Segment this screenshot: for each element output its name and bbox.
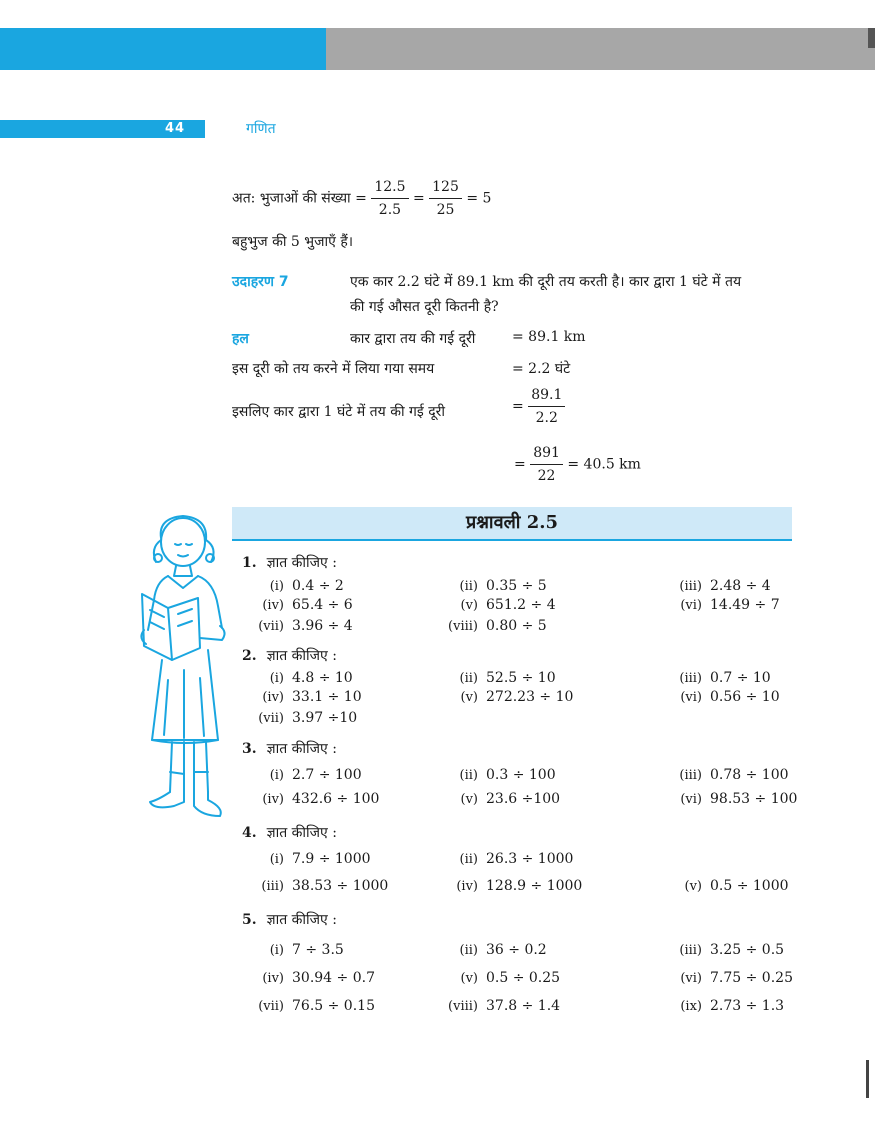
- question-title: ज्ञात कीजिए :: [266, 555, 337, 571]
- item-numeral: (i): [269, 671, 284, 686]
- solution-step-3-text: इसलिए कार द्वारा 1 घंटे में तय की गई दूरी: [232, 404, 446, 420]
- item-expression: 0.5 ÷ 1000: [710, 878, 789, 894]
- solution-step-2-text: इस दूरी को तय करने में लिया गया समय: [232, 361, 435, 377]
- item-expression: 65.4 ÷ 6: [292, 597, 353, 613]
- item-numeral: (iv): [262, 792, 284, 807]
- item-expression: 128.9 ÷ 1000: [486, 878, 583, 894]
- question-number: 3.: [242, 741, 257, 757]
- question-item: [250, 710, 357, 726]
- item-expression: 0.78 ÷ 100: [710, 767, 789, 783]
- question-item: [668, 878, 789, 894]
- question-item: [668, 970, 793, 986]
- question-3-heading: [242, 738, 337, 758]
- item-numeral: (i): [269, 943, 284, 958]
- question-item: [668, 998, 784, 1014]
- item-numeral: (v): [460, 690, 478, 705]
- final-result: = 40.5 km: [567, 456, 641, 473]
- question-item: [250, 791, 379, 807]
- question-item: [444, 767, 556, 783]
- item-expression: 14.49 ÷ 7: [710, 597, 780, 613]
- item-numeral: (vi): [680, 598, 702, 613]
- question-number: 1.: [242, 555, 257, 571]
- example-line-1: एक कार 2.2 घंटे में 89.1 km की दूरी तय करती है। कार द्वारा 1 घंटे में तय: [350, 274, 742, 290]
- solution-step-2-value: = 2.2 घंटे: [512, 361, 571, 377]
- item-expression: 2.7 ÷ 100: [292, 767, 362, 783]
- item-expression: 33.1 ÷ 10: [292, 689, 362, 705]
- page-edge-right: [866, 1060, 869, 1098]
- fraction-2: $\frac{125}{25}$: [429, 178, 462, 219]
- item-numeral: (ii): [459, 671, 478, 686]
- question-item: [444, 851, 573, 867]
- question-item: [668, 791, 797, 807]
- question-item: [668, 942, 784, 958]
- exercise-header: प्रश्नावली 2.5: [232, 507, 792, 541]
- question-item: [444, 618, 547, 634]
- item-numeral: (iv): [456, 879, 478, 894]
- solution-label: हल: [232, 331, 249, 347]
- sides-equation: अत: भुजाओं की संख्या = $\frac{12.5}{2.5}$ = $\frac{125}{25}$ = 5: [232, 179, 492, 218]
- item-expression: 52.5 ÷ 10: [486, 670, 556, 686]
- solution-step-4-value: = $\frac{891}{22}$ = 40.5 km: [514, 445, 641, 484]
- solution-step-3-value: = $\frac{89.1}{2.2}$: [512, 386, 565, 427]
- question-item: [444, 670, 556, 686]
- item-numeral: (ii): [459, 579, 478, 594]
- item-numeral: (iii): [261, 879, 284, 894]
- solution-step-1-value: = 89.1 km: [512, 329, 586, 345]
- item-expression: 0.5 ÷ 0.25: [486, 970, 561, 986]
- sides-label: अत: भुजाओं की संख्या =: [232, 190, 367, 207]
- question-item: [444, 689, 573, 705]
- question-item: [444, 878, 582, 894]
- item-numeral: (vi): [680, 792, 702, 807]
- item-expression: 3.25 ÷ 0.5: [710, 942, 785, 958]
- item-numeral: (v): [460, 598, 478, 613]
- fraction-1: $\frac{12.5}{2.5}$: [371, 178, 408, 219]
- question-item: [250, 670, 353, 686]
- item-numeral: (iii): [679, 579, 702, 594]
- item-numeral: (v): [460, 971, 478, 986]
- question-title: ज्ञात कीजिए :: [266, 648, 337, 664]
- question-item: [444, 791, 560, 807]
- question-2-heading: [242, 645, 337, 665]
- question-item: [444, 970, 560, 986]
- item-expression: 98.53 ÷ 100: [710, 791, 798, 807]
- question-item: [250, 767, 362, 783]
- item-numeral: (ii): [459, 768, 478, 783]
- item-expression: 7 ÷ 3.5: [292, 942, 344, 958]
- question-item: [250, 689, 362, 705]
- item-expression: 7.9 ÷ 1000: [292, 851, 371, 867]
- question-item: [668, 670, 771, 686]
- item-expression: 2.73 ÷ 1.3: [710, 998, 785, 1014]
- item-numeral: (i): [269, 852, 284, 867]
- page-edge-mark: [868, 28, 875, 48]
- item-expression: 26.3 ÷ 1000: [486, 851, 574, 867]
- question-title: ज्ञात कीजिए :: [266, 825, 337, 841]
- item-numeral: (i): [269, 768, 284, 783]
- item-numeral: (v): [460, 792, 478, 807]
- question-item: [250, 970, 375, 986]
- item-numeral: (vii): [258, 711, 284, 726]
- item-numeral: (iv): [262, 971, 284, 986]
- conclusion-text: बहुभुज की 5 भुजाएँ हैं।: [232, 234, 354, 250]
- item-numeral: (viii): [448, 999, 478, 1014]
- item-numeral: (iii): [679, 671, 702, 686]
- item-expression: 0.7 ÷ 10: [710, 670, 771, 686]
- item-expression: 432.6 ÷ 100: [292, 791, 380, 807]
- item-expression: 76.5 ÷ 0.15: [292, 998, 375, 1014]
- question-item: [250, 878, 388, 894]
- question-title: ज्ञात कीजिए :: [266, 912, 337, 928]
- question-item: [250, 618, 353, 634]
- question-item: [250, 597, 353, 613]
- item-numeral: (viii): [448, 619, 478, 634]
- question-number: 5.: [242, 912, 257, 928]
- item-numeral: (i): [269, 579, 284, 594]
- item-expression: 4.8 ÷ 10: [292, 670, 353, 686]
- item-numeral: (ix): [680, 999, 702, 1014]
- item-expression: 2.48 ÷ 4: [710, 578, 771, 594]
- item-numeral: (vii): [258, 999, 284, 1014]
- question-item: [444, 597, 556, 613]
- question-item: [668, 689, 780, 705]
- item-numeral: (vii): [258, 619, 284, 634]
- item-expression: 37.8 ÷ 1.4: [486, 998, 561, 1014]
- top-gray-bar: [326, 28, 875, 70]
- item-numeral: (ii): [459, 852, 478, 867]
- item-expression: 0.3 ÷ 100: [486, 767, 556, 783]
- example-line-2: की गई औसत दूरी कितनी है?: [350, 299, 499, 315]
- item-expression: 651.2 ÷ 4: [486, 597, 556, 613]
- question-title: ज्ञात कीजिए :: [266, 741, 337, 757]
- item-numeral: (iii): [679, 943, 702, 958]
- item-expression: 3.97 ÷10: [292, 710, 358, 726]
- item-numeral: (iv): [262, 690, 284, 705]
- item-expression: 0.56 ÷ 10: [710, 689, 780, 705]
- sides-result: = 5: [466, 190, 492, 207]
- item-expression: 7.75 ÷ 0.25: [710, 970, 793, 986]
- girl-reading-illustration: [128, 510, 238, 830]
- question-item: [444, 942, 547, 958]
- question-number: 2.: [242, 648, 257, 664]
- question-item: [668, 767, 789, 783]
- question-item: [250, 578, 344, 594]
- fraction-3: $\frac{89.1}{2.2}$: [528, 386, 565, 427]
- question-item: [250, 998, 375, 1014]
- question-item: [668, 578, 771, 594]
- item-numeral: (ii): [459, 943, 478, 958]
- item-numeral: (vi): [680, 971, 702, 986]
- item-expression: 38.53 ÷ 1000: [292, 878, 389, 894]
- question-item: [444, 578, 547, 594]
- page-number: 44: [165, 121, 186, 136]
- example-label: उदाहरण 7: [232, 274, 289, 290]
- question-1-heading: [242, 552, 337, 572]
- item-numeral: (iv): [262, 598, 284, 613]
- item-expression: 23.6 ÷100: [486, 791, 561, 807]
- item-numeral: (iii): [679, 768, 702, 783]
- item-expression: 3.96 ÷ 4: [292, 618, 353, 634]
- question-item: [250, 851, 371, 867]
- item-expression: 0.80 ÷ 5: [486, 618, 547, 634]
- item-expression: 30.94 ÷ 0.7: [292, 970, 375, 986]
- item-expression: 272.23 ÷ 10: [486, 689, 574, 705]
- item-expression: 0.4 ÷ 2: [292, 578, 344, 594]
- item-numeral: (vi): [680, 690, 702, 705]
- item-numeral: (v): [684, 879, 702, 894]
- question-item: [444, 998, 560, 1014]
- question-item: [250, 942, 344, 958]
- top-accent-bar: [0, 28, 326, 70]
- question-4-heading: [242, 822, 337, 842]
- question-number: 4.: [242, 825, 257, 841]
- subject-title: गणित: [246, 121, 276, 137]
- item-expression: 36 ÷ 0.2: [486, 942, 547, 958]
- solution-step-1-text: कार द्वारा तय की गई दूरी: [350, 331, 476, 347]
- item-expression: 0.35 ÷ 5: [486, 578, 547, 594]
- question-5-heading: [242, 909, 337, 929]
- fraction-4: $\frac{891}{22}$: [530, 444, 563, 485]
- question-item: [668, 597, 780, 613]
